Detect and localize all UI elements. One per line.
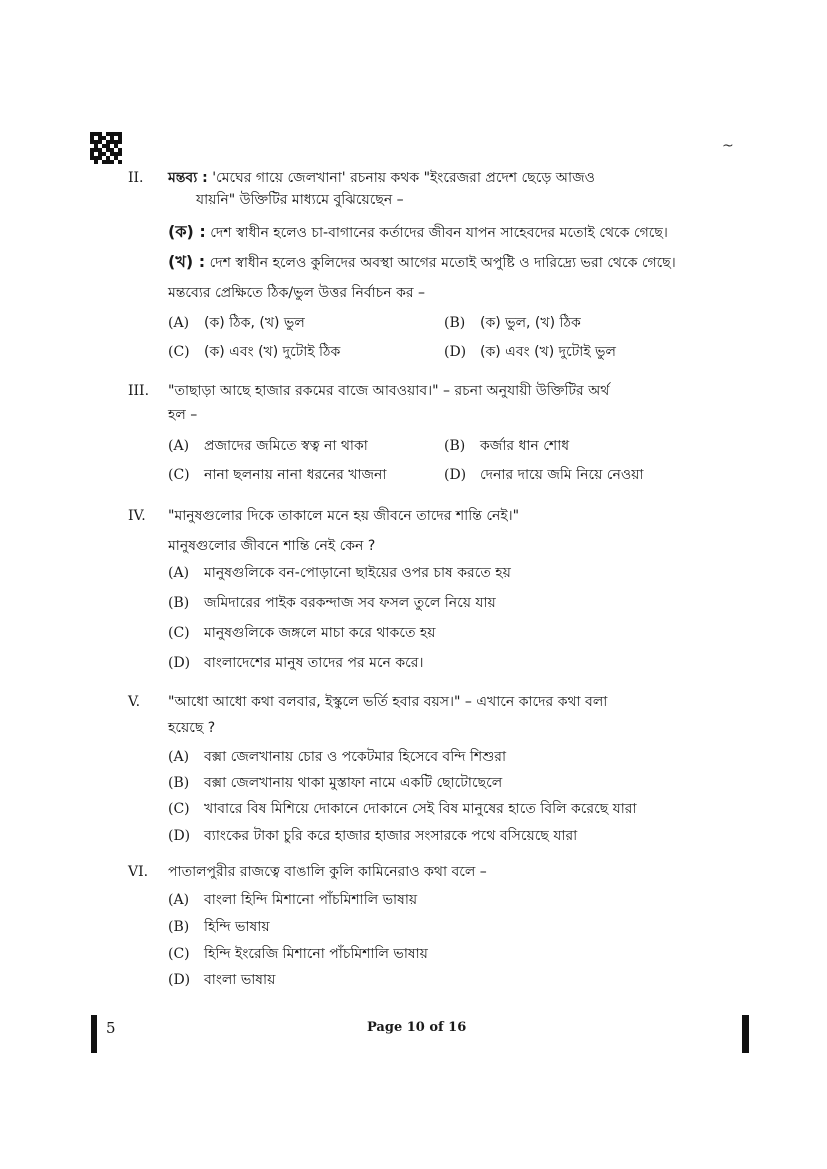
- statement-text: দেশ স্বাধীন হলেও চা-বাগানের কর্তাদের জীবন যাপন সাহেবদের মতোই থেকে গেছে।: [210, 225, 668, 241]
- option-label: (D): [444, 344, 467, 360]
- option-b[interactable]: [168, 593, 496, 613]
- question-stem-line2: যায়নি" উক্তিটির মাধ্যমে বুঝিয়েছেন –: [196, 192, 404, 208]
- option-b[interactable]: [168, 917, 270, 937]
- question-number: IV.: [128, 508, 146, 524]
- option-c[interactable]: [168, 342, 340, 362]
- option-d[interactable]: [444, 465, 643, 485]
- option-d[interactable]: [168, 826, 577, 846]
- option-text: নানা ছলনায় নানা ধরনের খাজনা: [204, 467, 387, 483]
- option-d[interactable]: [444, 342, 616, 362]
- option-b[interactable]: [444, 436, 569, 456]
- corner-mark: ~: [722, 138, 734, 154]
- statement-tag: (খ) :: [168, 252, 206, 271]
- option-c[interactable]: [168, 799, 637, 819]
- question-stem-line1: "মানুষগুলোর দিকে তাকালে মনে হয় জীবনে তাদের শান্তি নেই।": [168, 508, 520, 524]
- option-b[interactable]: [444, 313, 581, 333]
- footer-bar-right: [742, 1015, 749, 1053]
- option-text: বাংলা ভাষায়: [204, 972, 276, 988]
- option-text: প্রজাদের জমিতে স্বত্ব না থাকা: [204, 438, 368, 454]
- option-label: (C): [168, 467, 190, 483]
- option-label: (A): [168, 315, 190, 331]
- option-label: (A): [168, 438, 190, 454]
- option-label: (C): [168, 344, 190, 360]
- option-text: বক্সা জেলখানায় চোর ও পকেটমার হিসেবে বন্দি শিশুরা: [204, 749, 507, 765]
- statement-ka: [168, 222, 728, 243]
- question-stem-line2: মানুষগুলোর জীবনে শান্তি নেই কেন ?: [168, 538, 376, 554]
- option-text: বাংলাদেশের মানুষ তাদের পর মনে করে।: [204, 655, 424, 671]
- statement-tag: (ক) :: [168, 222, 206, 241]
- option-label: (B): [168, 775, 190, 791]
- question-stem-line1: পাতালপুরীর রাজত্বে বাঙালি কুলি কামিনেরাও কথা বলে –: [168, 864, 487, 880]
- option-label: (A): [168, 749, 190, 765]
- option-label: (D): [168, 828, 191, 844]
- option-label: (D): [168, 655, 191, 671]
- option-b[interactable]: [168, 773, 502, 793]
- option-c[interactable]: [168, 944, 428, 964]
- question-stem-line1: "আধো আধো কথা বলবার, ইস্কুলে ভর্তি হবার বয়স।" – এখানে কাদের কথা বলা: [168, 694, 608, 710]
- option-text: বক্সা জেলখানায় থাকা মুস্তাফা নামে একটি ছোটোছেলে: [204, 775, 503, 791]
- question-number: II.: [128, 170, 144, 186]
- option-a[interactable]: [168, 313, 305, 333]
- page-indicator: Page 10 of 16: [367, 1020, 467, 1035]
- option-label: (D): [168, 972, 191, 988]
- option-label: (A): [168, 892, 190, 908]
- option-a[interactable]: [168, 563, 511, 583]
- option-d[interactable]: [168, 653, 423, 673]
- option-text: (ক) ভুল, (খ) ঠিক: [480, 315, 581, 331]
- option-text: (ক) ঠিক, (খ) ভুল: [204, 315, 305, 331]
- question-number: III.: [128, 383, 150, 399]
- option-a[interactable]: [168, 436, 368, 456]
- option-label: (D): [444, 467, 467, 483]
- option-text: (ক) এবং (খ) দুটোই ভুল: [480, 344, 616, 360]
- question-stem-line2: হল –: [168, 407, 198, 423]
- option-text: মানুষগুলিকে জঙ্গলে মাচা করে থাকতে হয়: [204, 625, 436, 641]
- option-a[interactable]: [168, 890, 417, 910]
- option-text: খাবারে বিষ মিশিয়ে দোকানে দোকানে সেই বিষ মানুষের হাতে বিলি করেছে যারা: [204, 801, 637, 817]
- footer-number: 5: [106, 1019, 116, 1037]
- option-text: কর্জার ধান শোধ: [480, 438, 570, 454]
- option-c[interactable]: [168, 465, 386, 485]
- option-a[interactable]: [168, 747, 506, 767]
- option-label: (C): [168, 946, 190, 962]
- statement-text: দেশ স্বাধীন হলেও কুলিদের অবস্থা আগের মতোই অপুষ্টি ও দারিদ্র্যে ভরা থেকে গেছে।: [209, 255, 676, 271]
- option-label: (C): [168, 801, 190, 817]
- question-stem-line2: হয়েছে ?: [168, 720, 216, 736]
- footer-bar-left: [91, 1015, 97, 1053]
- question-stem: [168, 168, 708, 188]
- option-label: (B): [444, 315, 466, 331]
- qr-code-icon: [90, 132, 122, 164]
- question-number: V.: [128, 694, 141, 710]
- option-label: (B): [168, 919, 190, 935]
- option-text: ব্যাংকের টাকা চুরি করে হাজার হাজার সংসারকে পথে বসিয়েছে যারা: [204, 828, 578, 844]
- option-c[interactable]: [168, 623, 436, 643]
- option-text: (ক) এবং (খ) দুটোই ঠিক: [204, 344, 341, 360]
- instruction: মন্তব্যের প্রেক্ষিতে ঠিক/ভুল উত্তর নির্বাচন কর –: [168, 285, 426, 301]
- option-label: (B): [444, 438, 466, 454]
- option-text: মানুষগুলিকে বন-পোড়ানো ছাইয়ের ওপর চাষ করতে হয়: [204, 565, 511, 581]
- option-label: (B): [168, 595, 190, 611]
- option-text: জমিদারের পাইক বরকন্দাজ সব ফসল তুলে নিয়ে যায়: [204, 595, 496, 611]
- option-d[interactable]: [168, 970, 275, 990]
- question-stem-line1: 'মেঘের গায়ে জেলখানা' রচনায় কথক "ইংরেজরা প্রদেশ ছেড়ে আজও: [212, 170, 595, 186]
- question-label: মন্তব্য :: [168, 170, 208, 186]
- question-stem-line1: "তাছাড়া আছে হাজার রকমের বাজে আবওয়াব।" – রচনা অনুযায়ী উক্তিটির অর্থ: [168, 383, 610, 399]
- option-text: হিন্দি ভাষায়: [204, 919, 270, 935]
- option-text: দেনার দায়ে জমি নিয়ে নেওয়া: [480, 467, 644, 483]
- question-number: VI.: [128, 864, 149, 880]
- option-label: (C): [168, 625, 190, 641]
- statement-kha: [168, 252, 728, 273]
- option-text: হিন্দি ইংরেজি মিশানো পাঁচমিশালি ভাষায়: [204, 946, 428, 962]
- option-label: (A): [168, 565, 190, 581]
- option-text: বাংলা হিন্দি মিশানো পাঁচমিশালি ভাষায়: [204, 892, 418, 908]
